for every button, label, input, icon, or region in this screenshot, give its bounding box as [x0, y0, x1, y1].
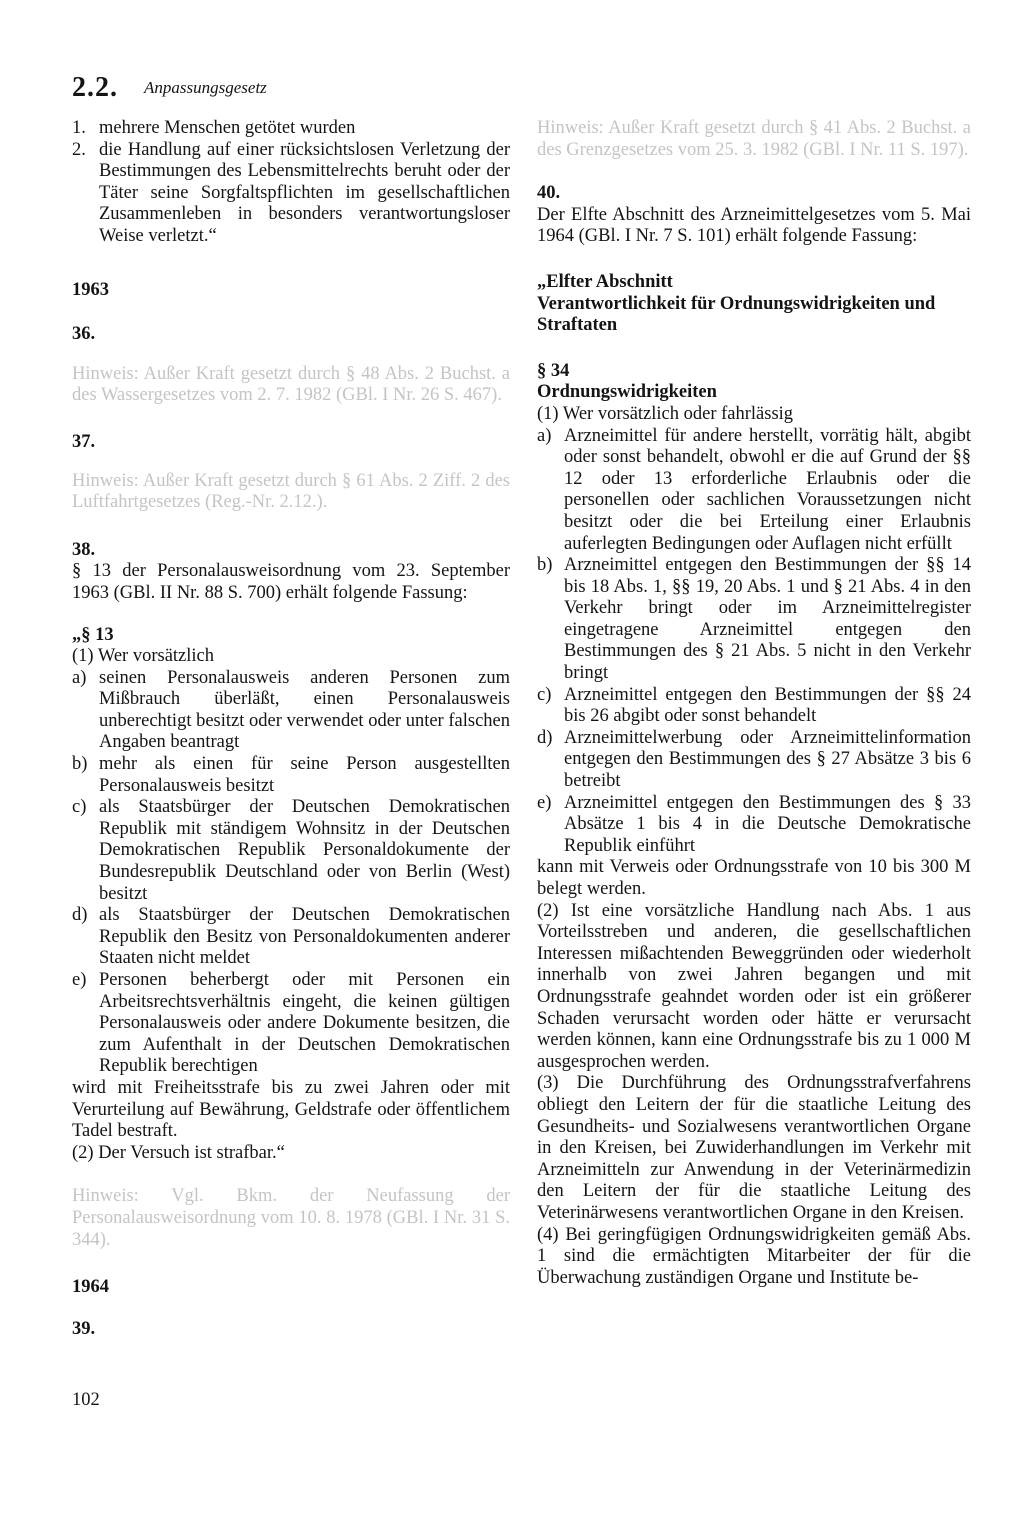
- item-number-38: 38.: [72, 539, 96, 560]
- paragraph-38: § 13 der Personalausweisordnung vom 23. September 1963 (GBl. II Nr. 88 S. 700) erhält folgende Fassung:: [72, 561, 510, 603]
- list-item: [72, 905, 510, 970]
- section-13-abs-1: (1) Wer vorsätzlich: [72, 646, 215, 667]
- list-item: [537, 793, 971, 858]
- item-number-36: 36.: [72, 324, 96, 345]
- list-marker: d): [72, 905, 88, 926]
- right-column: [537, 118, 971, 1289]
- list-marker: a): [537, 425, 552, 446]
- list-item: [72, 970, 510, 1078]
- list-text: Personen beherbergt oder mit Personen ein Arbeitsrechtsverhältnis eingeht, die keinen gültigen Personalausweis oder andere Dokumente besitzen, die zum Aufenthalt in der Deutschen Demokratischen Republik berechtigen: [99, 970, 510, 1077]
- year-heading-1963: 1963: [72, 279, 109, 300]
- list-text: Arzneimittel entgegen den Bestimmungen des § 33 Absätze 1 bis 4 in die Deutsche Demokratische Republik einführt: [564, 792, 971, 856]
- list-item: [72, 140, 510, 248]
- list-marker: a): [72, 667, 87, 688]
- abschnitt-subtitle: Verantwortlichkeit für Ordnungswidrigkeiten und Straftaten: [537, 293, 936, 336]
- section-34-closing: kann mit Verweis oder Ordnungsstrafe von 10 bis 300 M belegt werden.: [537, 857, 971, 899]
- list-marker: c): [72, 797, 87, 818]
- list-item: [537, 555, 971, 685]
- hint-37: Hinweis: Außer Kraft gesetzt durch § 61 Abs. 2 Ziff. 2 des Luftfahrtgesetzes (Reg.-Nr. 2.12.).: [72, 470, 510, 513]
- intro-list: [72, 118, 510, 248]
- paragraph-40: Der Elfte Abschnitt des Arzneimittelgesetzes vom 5. Mai 1964 (GBl. I Nr. 7 S. 101) erhält folgende Fassung:: [537, 204, 971, 247]
- list-text: mehr als einen für seine Person ausgestellten Personalausweis besitzt: [99, 754, 510, 796]
- section-34-abs-3: (3) Die Durchführung des Ordnungsstrafverfahrens obliegt den Leitern der für die staatliche Leitung des Gesundheits- und Sozialwesens verantwortlichen Organe in den Kreisen, bei Zuwiderhandlungen im Verkehr mit Arzneimitteln zur Anwendung in der Veterinärmedizin den Leitern der für die staatliche Leitung des Veterinärwesens verantwortlichen Organe in den Kreisen.: [537, 1073, 971, 1223]
- section-title: Anpassungsgesetz: [144, 78, 267, 97]
- item-number-40: 40.: [537, 183, 561, 204]
- list-text: Arzneimittel für andere herstellt, vorrätig hält, abgibt oder sonst behandelt, obwohl er die auf Grund der §§ 12 oder 13 erforderliche Erlaubnis oder die personellen oder sachlichen Voraussetzungen nicht besitzt oder die bei Erteilung einer Erlaubnis auferlegten Bedingungen oder Auflagen nicht erfüllt: [564, 425, 971, 554]
- list-text: Arzneimittel entgegen den Bestimmungen der §§ 24 bis 26 abgibt oder sonst behandelt: [564, 684, 971, 727]
- section-34-abs-2: (2) Ist eine vorsätzliche Handlung nach Abs. 1 aus Vorteilsstreben und anderen, die gesellschaftlichen Interessen mißachtenden Beweggründen oder wiederholt innerhalb von zwei Jahren begangen und mit Ordnungsstrafe geahndet worden oder ist ein größerer Schaden verursacht worden oder hätte er verursacht werden können, kann eine Ordnungsstrafe bis zu 1 000 M ausgesprochen werden.: [537, 900, 971, 1072]
- page-number: 102: [72, 1390, 100, 1410]
- item-number-39: 39.: [72, 1318, 96, 1339]
- list-marker: b): [537, 555, 553, 576]
- list-item: [537, 728, 971, 793]
- section-13-heading: „§ 13: [72, 624, 114, 645]
- item-number-37: 37.: [72, 431, 96, 452]
- list-marker: c): [537, 684, 552, 705]
- list-item: [72, 668, 510, 754]
- list-item: [72, 118, 510, 140]
- list-marker: e): [537, 792, 552, 813]
- section-34-abs-1: (1) Wer vorsätzlich oder fahrlässig: [537, 403, 794, 424]
- hint-38: Hinweis: Vgl. Bkm. der Neufassung der Personalausweisordnung vom 10. 8. 1978 (GBl. I Nr. 31 S. 344).: [72, 1186, 510, 1250]
- list-marker: e): [72, 970, 87, 990]
- list-item: [537, 426, 971, 556]
- section-34-list: [537, 426, 971, 858]
- list-marker: 1.: [72, 118, 86, 138]
- list-item: [72, 797, 510, 905]
- abschnitt-title: „Elfter Abschnitt: [537, 271, 673, 292]
- list-marker: d): [537, 727, 553, 748]
- list-text: als Staatsbürger der Deutschen Demokratischen Republik mit ständigem Wohnsitz in der Deutschen Demokratischen Republik Personaldokumente der Bundesrepublik Deutschland oder von Berlin (West) besitzt: [99, 797, 510, 904]
- year-heading-1964: 1964: [72, 1277, 109, 1298]
- running-header: [72, 72, 267, 112]
- list-text: Arzneimittel entgegen den Bestimmungen der §§ 14 bis 18 Abs. 1, §§ 19, 20 Abs. 1 und § 21 Abs. 4 in den Verkehr bringt oder im Arzneimittelregister eingetragene Arzneimittel entgegen den Bestimmungen des § 21 Abs. 5 nicht in den Verkehr bringt: [564, 555, 971, 684]
- list-text: mehrere Menschen getötet wurden: [99, 118, 356, 138]
- section-34-heading: § 34: [537, 360, 570, 381]
- section-number: 2.2.: [72, 72, 118, 103]
- list-text: als Staatsbürger der Deutschen Demokratischen Republik den Besitz von Personaldokumenten anderer Staaten nicht meldet: [99, 905, 510, 969]
- list-text: Arzneimittelwerbung oder Arzneimittelinformation entgegen den Bestimmungen des § 27 Absätze 3 bis 6 betreibt: [564, 727, 971, 792]
- section-13-closing: wird mit Freiheitsstrafe bis zu zwei Jahren oder mit Verurteilung auf Bewährung, Geldstrafe oder öffentlichem Tadel bestraft.: [72, 1077, 510, 1142]
- section-34-title: Ordnungswidrigkeiten: [537, 382, 717, 403]
- list-text: die Handlung auf einer rücksichtslosen Verletzung der Bestimmungen des Lebensmittelrechts beruht oder der Täter seine Sorgfaltspflichten im gesellschaftlichen Zusammenleben in besonders verantwortungsloser Weise verletzt.“: [99, 139, 510, 246]
- list-marker: b): [72, 754, 88, 775]
- list-item: [72, 754, 510, 797]
- list-text: seinen Personalausweis anderen Personen zum Mißbrauch überläßt, einen Personalausweis unberechtigt besitzt oder verwendet oder unter falschen Angaben beantragt: [99, 667, 510, 753]
- hint-39: Hinweis: Außer Kraft gesetzt durch § 41 Abs. 2 Buchst. a des Grenzgesetzes vom 25. 3. 1982 (GBl. I Nr. 11 S. 197).: [537, 118, 971, 160]
- section-34-abs-4: (4) Bei geringfügigen Ordnungswidrigkeiten gemäß Abs. 1 sind die ermächtigten Mitarbeiter der für die Überwachung zuständigen Organe und Institute be-: [537, 1224, 971, 1288]
- section-13-abs-2: (2) Der Versuch ist strafbar.“: [72, 1142, 285, 1163]
- list-marker: 2.: [72, 139, 86, 160]
- hint-36: Hinweis: Außer Kraft gesetzt durch § 48 Abs. 2 Buchst. a des Wassergesetzes vom 2. 7. 1982 (GBl. I Nr. 26 S. 467).: [72, 363, 510, 406]
- section-13-list: [72, 668, 510, 1078]
- left-column: [72, 118, 510, 1340]
- list-item: [537, 685, 971, 728]
